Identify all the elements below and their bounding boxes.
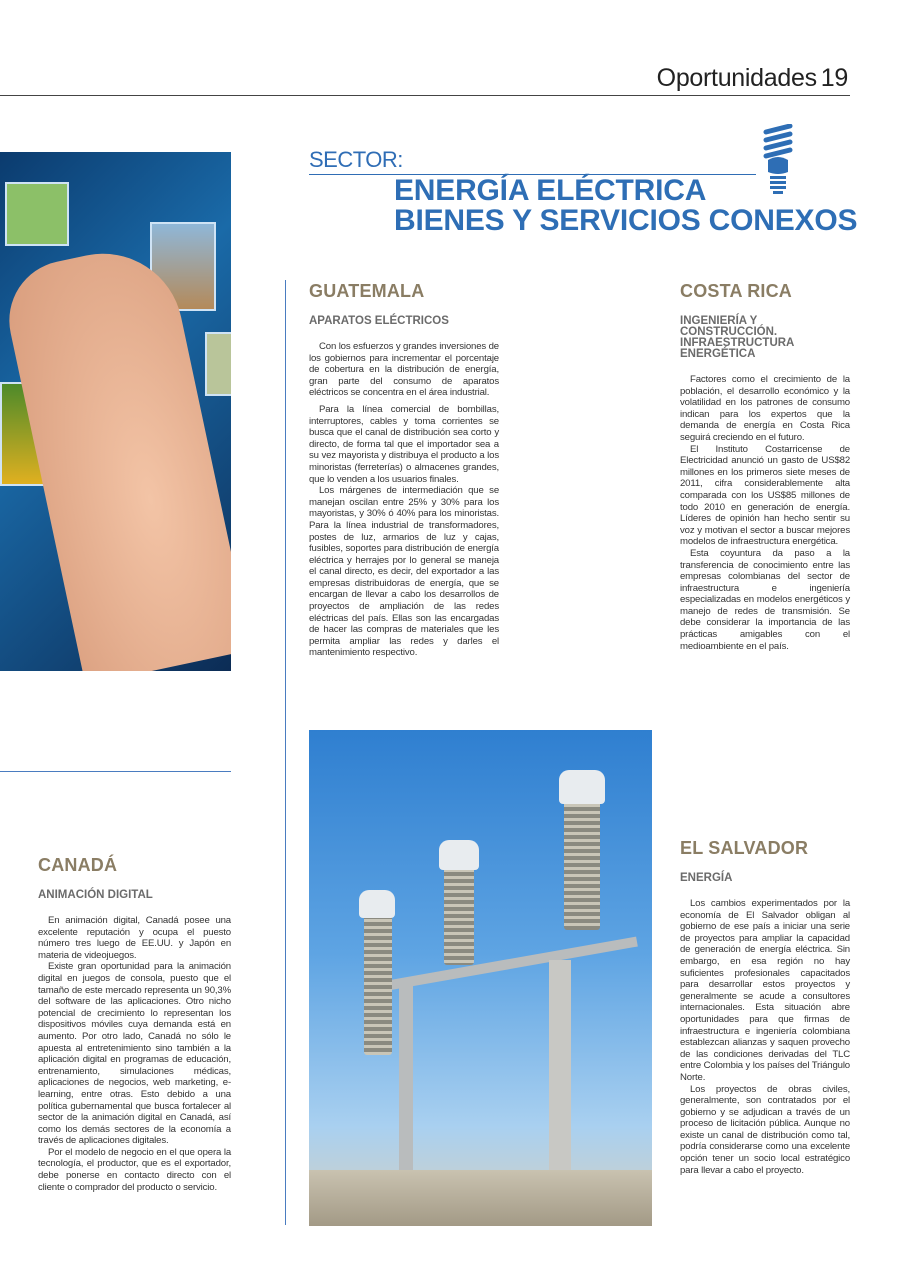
left-divider — [0, 771, 231, 772]
paragraph: El Instituto Costarricense de Electricidad anunció un gasto de US$82 millones en los primeros siete meses de 2011, cifra considerablemente alta comparada con los US$85 millones de todo 2010 en generación de energía. Líderes de opinión han hecho sentir su voz y motivan el sector a buscar mejores modelos de infraestructura energética. — [680, 443, 850, 548]
country-heading: EL SALVADOR — [680, 838, 809, 858]
country-heading: COSTA RICA — [680, 281, 792, 301]
column-divider — [285, 280, 286, 1225]
paragraph: Los cambios experimentados por la economía de El Salvador obligan al gobierno de ese país a iniciar una serie de proyectos para ampliar la capacidad de generación de energía eléctrica. Sin embargo, en esa región no hay suficientes profesionales capacitados para desarrollar estos proyectos y generalmente se acude a consultores internacionales. Esta situación abre oportunidades para que firmas de infraestructura e ingeniería colombiana establezcan alianzas y saquen provecho de las condiciones derivadas del TLC entre Colombia y los países del Triángulo Norte. — [680, 898, 850, 1083]
article-body — [38, 915, 231, 1193]
paragraph: Los márgenes de intermediación que se manejan oscilan entre 25% y 30% para los mayoristas, y 30% ó 40% para los minoristas. Para la línea industrial de transformadores, postes de luz, armarios de luz y cajas, fusibles, soportes para distribución de energía eléctrica y herrajes por lo general se maneja el canal directo, es decir, del exportador a las empresas distribuidoras de energía, que se encargan de llevar a cabo los desarrollos de proyectos de ampliación de las redes eléctricas del país. Ellas son las encargadas de hacer las compras de materiales que les permita ampliar las redes y darles el mantenimiento respectivo. — [309, 485, 499, 659]
paragraph: Con los esfuerzos y grandes inversiones de los gobiernos para incrementar el porcentaje de cobertura en la distribución de energía, gran parte del consumo de aparatos eléctricos se concentra en el área industrial. — [309, 341, 499, 399]
article-el-salvador — [680, 838, 850, 1176]
paragraph: Esta coyuntura da paso a la transferencia de conocimiento entre las empresas colombianas del sector de infraestructura e ingeniería especializadas en modelos energéticos y manejo de redes de transmisión. Se debe considerar la importancia de las prácticas amigables con el medioambiente en el país. — [680, 547, 850, 652]
page-number: 19 — [820, 64, 848, 92]
article-subtitle: ANIMACIÓN DIGITAL — [38, 889, 153, 901]
article-subtitle: APARATOS ELÉCTRICOS — [309, 315, 449, 327]
sector-title-line1: ENERGÍA ELÉCTRICA — [394, 174, 707, 207]
sector-title-line2: BIENES Y SERVICIOS CONEXOS — [394, 204, 858, 237]
country-heading: GUATEMALA — [309, 281, 425, 301]
article-subtitle: ENERGÍA — [680, 872, 733, 884]
article-body — [680, 898, 850, 1176]
electrical-substation-photo — [309, 730, 652, 1226]
article-subtitle: INGENIERÍA Y CONSTRUCCIÓN. INFRAESTRUCTURA ENERGÉTICA — [680, 315, 794, 360]
running-head — [657, 64, 848, 93]
article-costa-rica — [680, 281, 850, 652]
header-rule — [0, 95, 850, 96]
paragraph: Por el modelo de negocio en el que opera la tecnología, el productor, que es el exportador, debe ponerse en contacto directo con el cliente o comprador del producto o servicio. — [38, 1146, 231, 1193]
article-canada — [38, 855, 231, 1193]
article-body — [680, 374, 850, 652]
touchscreen-hand-image — [0, 152, 231, 671]
light-bulb-icon — [760, 124, 796, 196]
section-name: Oportunidades — [656, 64, 817, 92]
paragraph: En animación digital, Canadá posee una excelente reputación y ocupa el puesto número tres luego de EE.UU. y Japón en materia de videojuegos. — [38, 915, 231, 961]
paragraph: Existe gran oportunidad para la animación digital en juegos de consola, puesto que el tamaño de este mercado representa un 90,3% del software de las aplicaciones. Otro nicho potencial de crecimiento lo representan los dispositivos móviles cuya demanda está en aumento. Por otro lado, Canadá no sólo le apuesta al entretenimiento sino también a la aplicación digital en programas de educación, entrenamiento, simulaciones médicas, aplicaciones de negocios, web marketing, e-learning, entre otras. Esto debido a una política gubernamental que busca fortalecer al sector de la animación digital en Canadá, así como los demás sectores de la economía a través de aplicaciones digitales. — [38, 961, 231, 1147]
article-body — [309, 341, 499, 659]
paragraph: Para la línea comercial de bombillas, interruptores, cables y toma corrientes se busca que el canal de distribución sea corto y directo, de forma tal que el importador sea a su vez mayorista y distribuya el producto a los minoristas (ferreterías) o almacenes grandes, que lo venden a los usuarios finales. — [309, 403, 499, 485]
country-heading: CANADÁ — [38, 855, 118, 875]
paragraph: Factores como el crecimiento de la población, el desarrollo económico y la volatilidad en los patrones de consumo indican para los expertos que la demanda de energía en Costa Rica seguirá creciendo en el futuro. — [680, 374, 850, 443]
paragraph: Los proyectos de obras civiles, generalmente, son contratados por el gobierno y se adjudican a través de un proceso de licitación pública. Aunque no existe un canal de distribución como tal, podría considerarse como una excelente opción tener un socio local estratégico para llevar a cabo el proyecto. — [680, 1083, 850, 1176]
article-guatemala — [309, 281, 499, 659]
sector-label: SECTOR: — [309, 147, 403, 172]
